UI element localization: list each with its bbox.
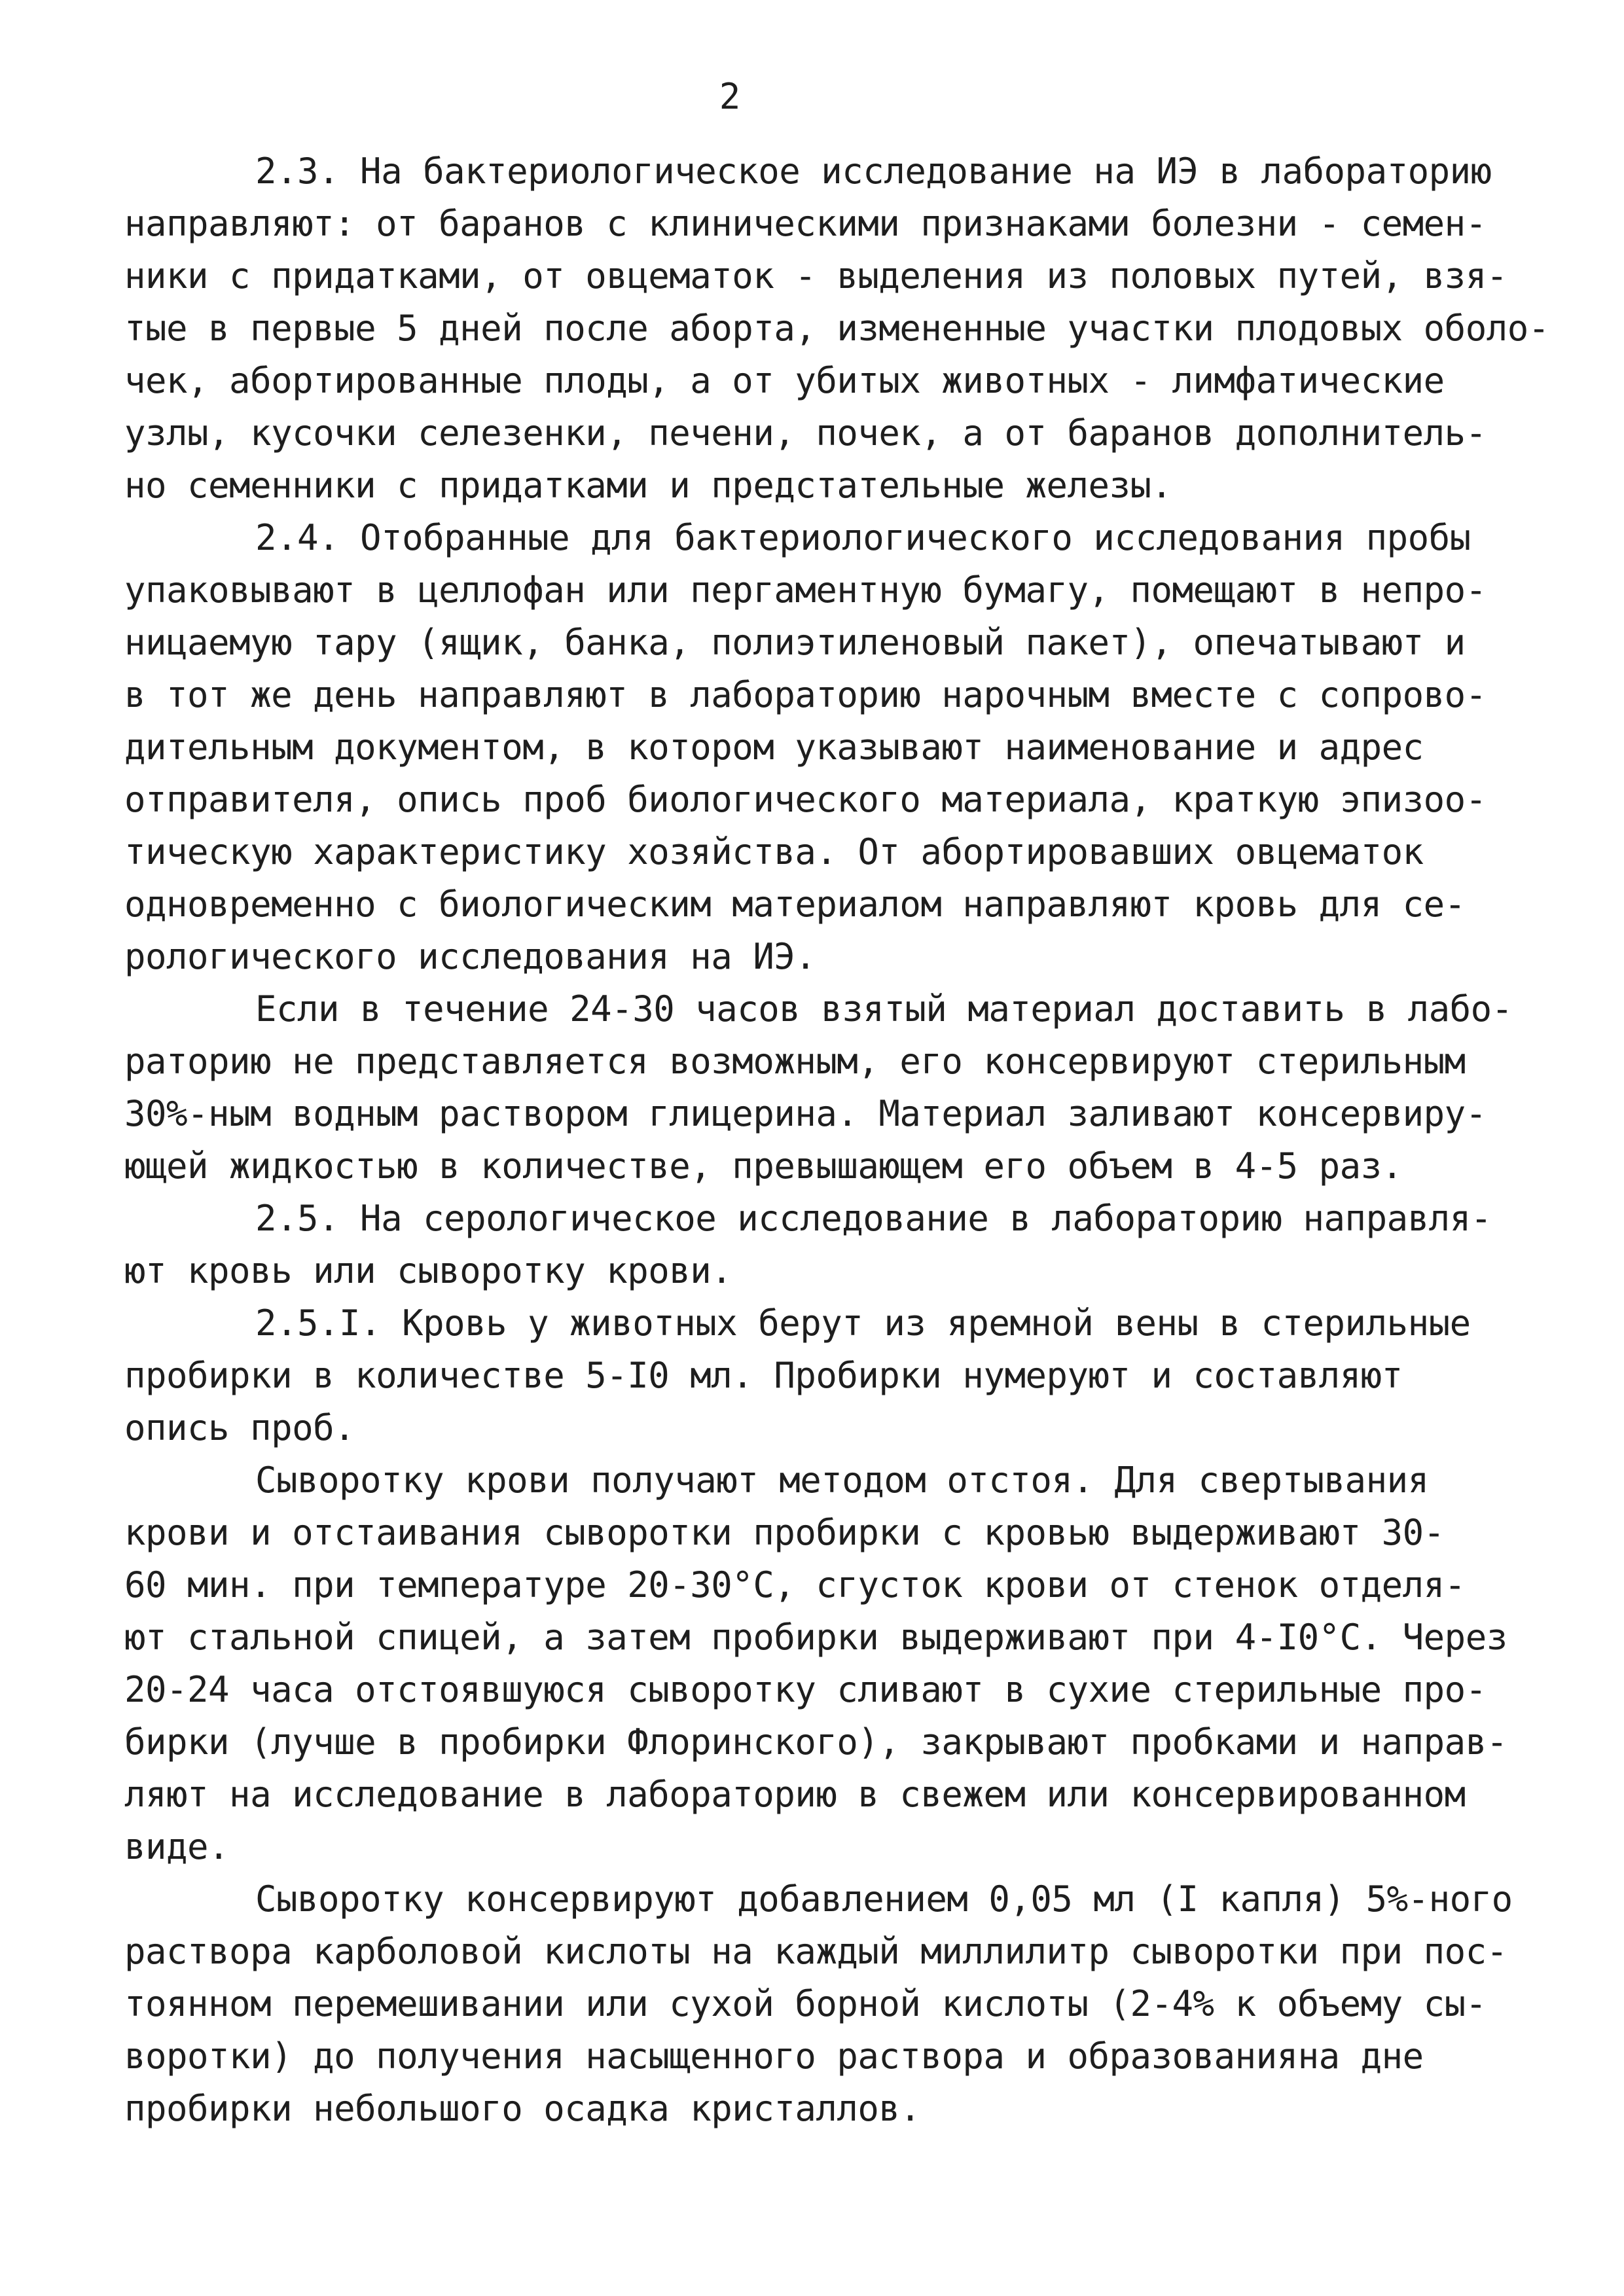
text-line: бирки (лучше в пробирки Флоринского), закрывают пробками и направ- bbox=[124, 1721, 1507, 1763]
text-line: отправителя, опись проб биологического материала, краткую эпизоо- bbox=[124, 779, 1487, 820]
text-line: но семенники с придатками и предстательные железы. bbox=[124, 465, 1172, 506]
text-line: Если в течение 24-30 часов взятый материал доставить в лабо- bbox=[255, 988, 1513, 1030]
text-line: тическую характеристику хозяйства. От абортировавших овцематок bbox=[124, 831, 1424, 872]
paragraph-2-5-1 bbox=[124, 1297, 1564, 1454]
text-line: 2.5. На серологическое исследование в лабораторию направля- bbox=[255, 1198, 1492, 1239]
paragraph-2-4 bbox=[124, 512, 1564, 983]
text-line: 60 мин. при температуре 20-30°С, сгусток крови от стенок отделя- bbox=[124, 1564, 1466, 1605]
text-line: 30%-ным водным раствором глицерина. Материал заливают консервиру- bbox=[124, 1093, 1487, 1134]
text-line: 2.4. Отобранные для бактериологического исследования пробы bbox=[255, 517, 1471, 558]
text-line: пробирки небольшого осадка кристаллов. bbox=[124, 2088, 921, 2129]
text-line: раторию не представляется возможным, его консервируют стерильным bbox=[124, 1041, 1466, 1082]
text-line: пробирки в количестве 5-I0 мл. Пробирки нумеруют и составляют bbox=[124, 1355, 1403, 1396]
paragraph-serum-conservation bbox=[124, 1873, 1564, 2135]
text-line: тоянном перемешивании или сухой борной кислоты (2-4% к объему сы- bbox=[124, 1983, 1487, 2024]
text-line: ют кровь или сыворотку крови. bbox=[124, 1250, 732, 1291]
text-line: 2.5.I. Кровь у животных берут из яремной вены в стерильные bbox=[255, 1302, 1471, 1344]
paragraph-serum-preparation bbox=[124, 1454, 1564, 1873]
paragraph-2-3 bbox=[124, 145, 1564, 512]
text-line: ницаемую тару (ящик, банка, полиэтиленовый пакет), опечатывают и bbox=[124, 622, 1466, 663]
text-line: тые в первые 5 дней после аборта, измененные участки плодовых оболо- bbox=[124, 308, 1549, 349]
document-body bbox=[124, 145, 1564, 2135]
text-line: узлы, кусочки селезенки, печени, почек, а от баранов дополнитель- bbox=[124, 412, 1487, 454]
text-line: раствора карболовой кислоты на каждый миллилитр сыворотки при пос- bbox=[124, 1931, 1507, 1972]
text-line: воротки) до получения насыщенного раствора и образованияна дне bbox=[124, 2036, 1424, 2077]
text-line: одновременно с биологическим материалом направляют кровь для се- bbox=[124, 884, 1466, 925]
text-line: ющей жидкостью в количестве, превышающем его объем в 4-5 раз. bbox=[124, 1145, 1403, 1187]
text-line: виде. bbox=[124, 1826, 230, 1867]
text-line: 2.3. На бактериологическое исследование на ИЭ в лабораторию bbox=[255, 151, 1492, 192]
text-line: направляют: от баранов с клиническими признаками болезни - семен- bbox=[124, 203, 1487, 244]
text-line: Сыворотку крови получают методом отстоя. Для свертывания bbox=[255, 1460, 1429, 1501]
text-line: рологического исследования на ИЭ. bbox=[124, 936, 816, 977]
text-line: в тот же день направляют в лабораторию нарочным вместе с сопрово- bbox=[124, 674, 1487, 715]
text-line: Сыворотку консервируют добавлением 0,05 мл (I капля) 5%-ного bbox=[255, 1878, 1513, 1920]
text-line: ники с придатками, от овцематок - выделения из половых путей, взя- bbox=[124, 255, 1507, 296]
page-number: 2 bbox=[719, 76, 741, 117]
paragraph-2-5 bbox=[124, 1193, 1564, 1297]
text-line: ют стальной спицей, а затем пробирки выдерживают при 4-I0°С. Через bbox=[124, 1617, 1507, 1658]
text-line: 20-24 часа отстоявшуюся сыворотку сливают в сухие стерильные про- bbox=[124, 1669, 1487, 1710]
text-line: дительным документом, в котором указывают наименование и адрес bbox=[124, 726, 1424, 768]
text-line: опись проб. bbox=[124, 1407, 355, 1448]
paragraph-conservation bbox=[124, 983, 1564, 1193]
text-line: крови и отстаивания сыворотки пробирки с кровью выдерживают 30- bbox=[124, 1512, 1445, 1553]
text-line: упаковывают в целлофан или пергаментную бумагу, помещают в непро- bbox=[124, 569, 1487, 611]
text-line: чек, абортированные плоды, а от убитых животных - лимфатические bbox=[124, 360, 1445, 401]
text-line: ляют на исследование в лабораторию в свежем или консервированном bbox=[124, 1774, 1466, 1815]
